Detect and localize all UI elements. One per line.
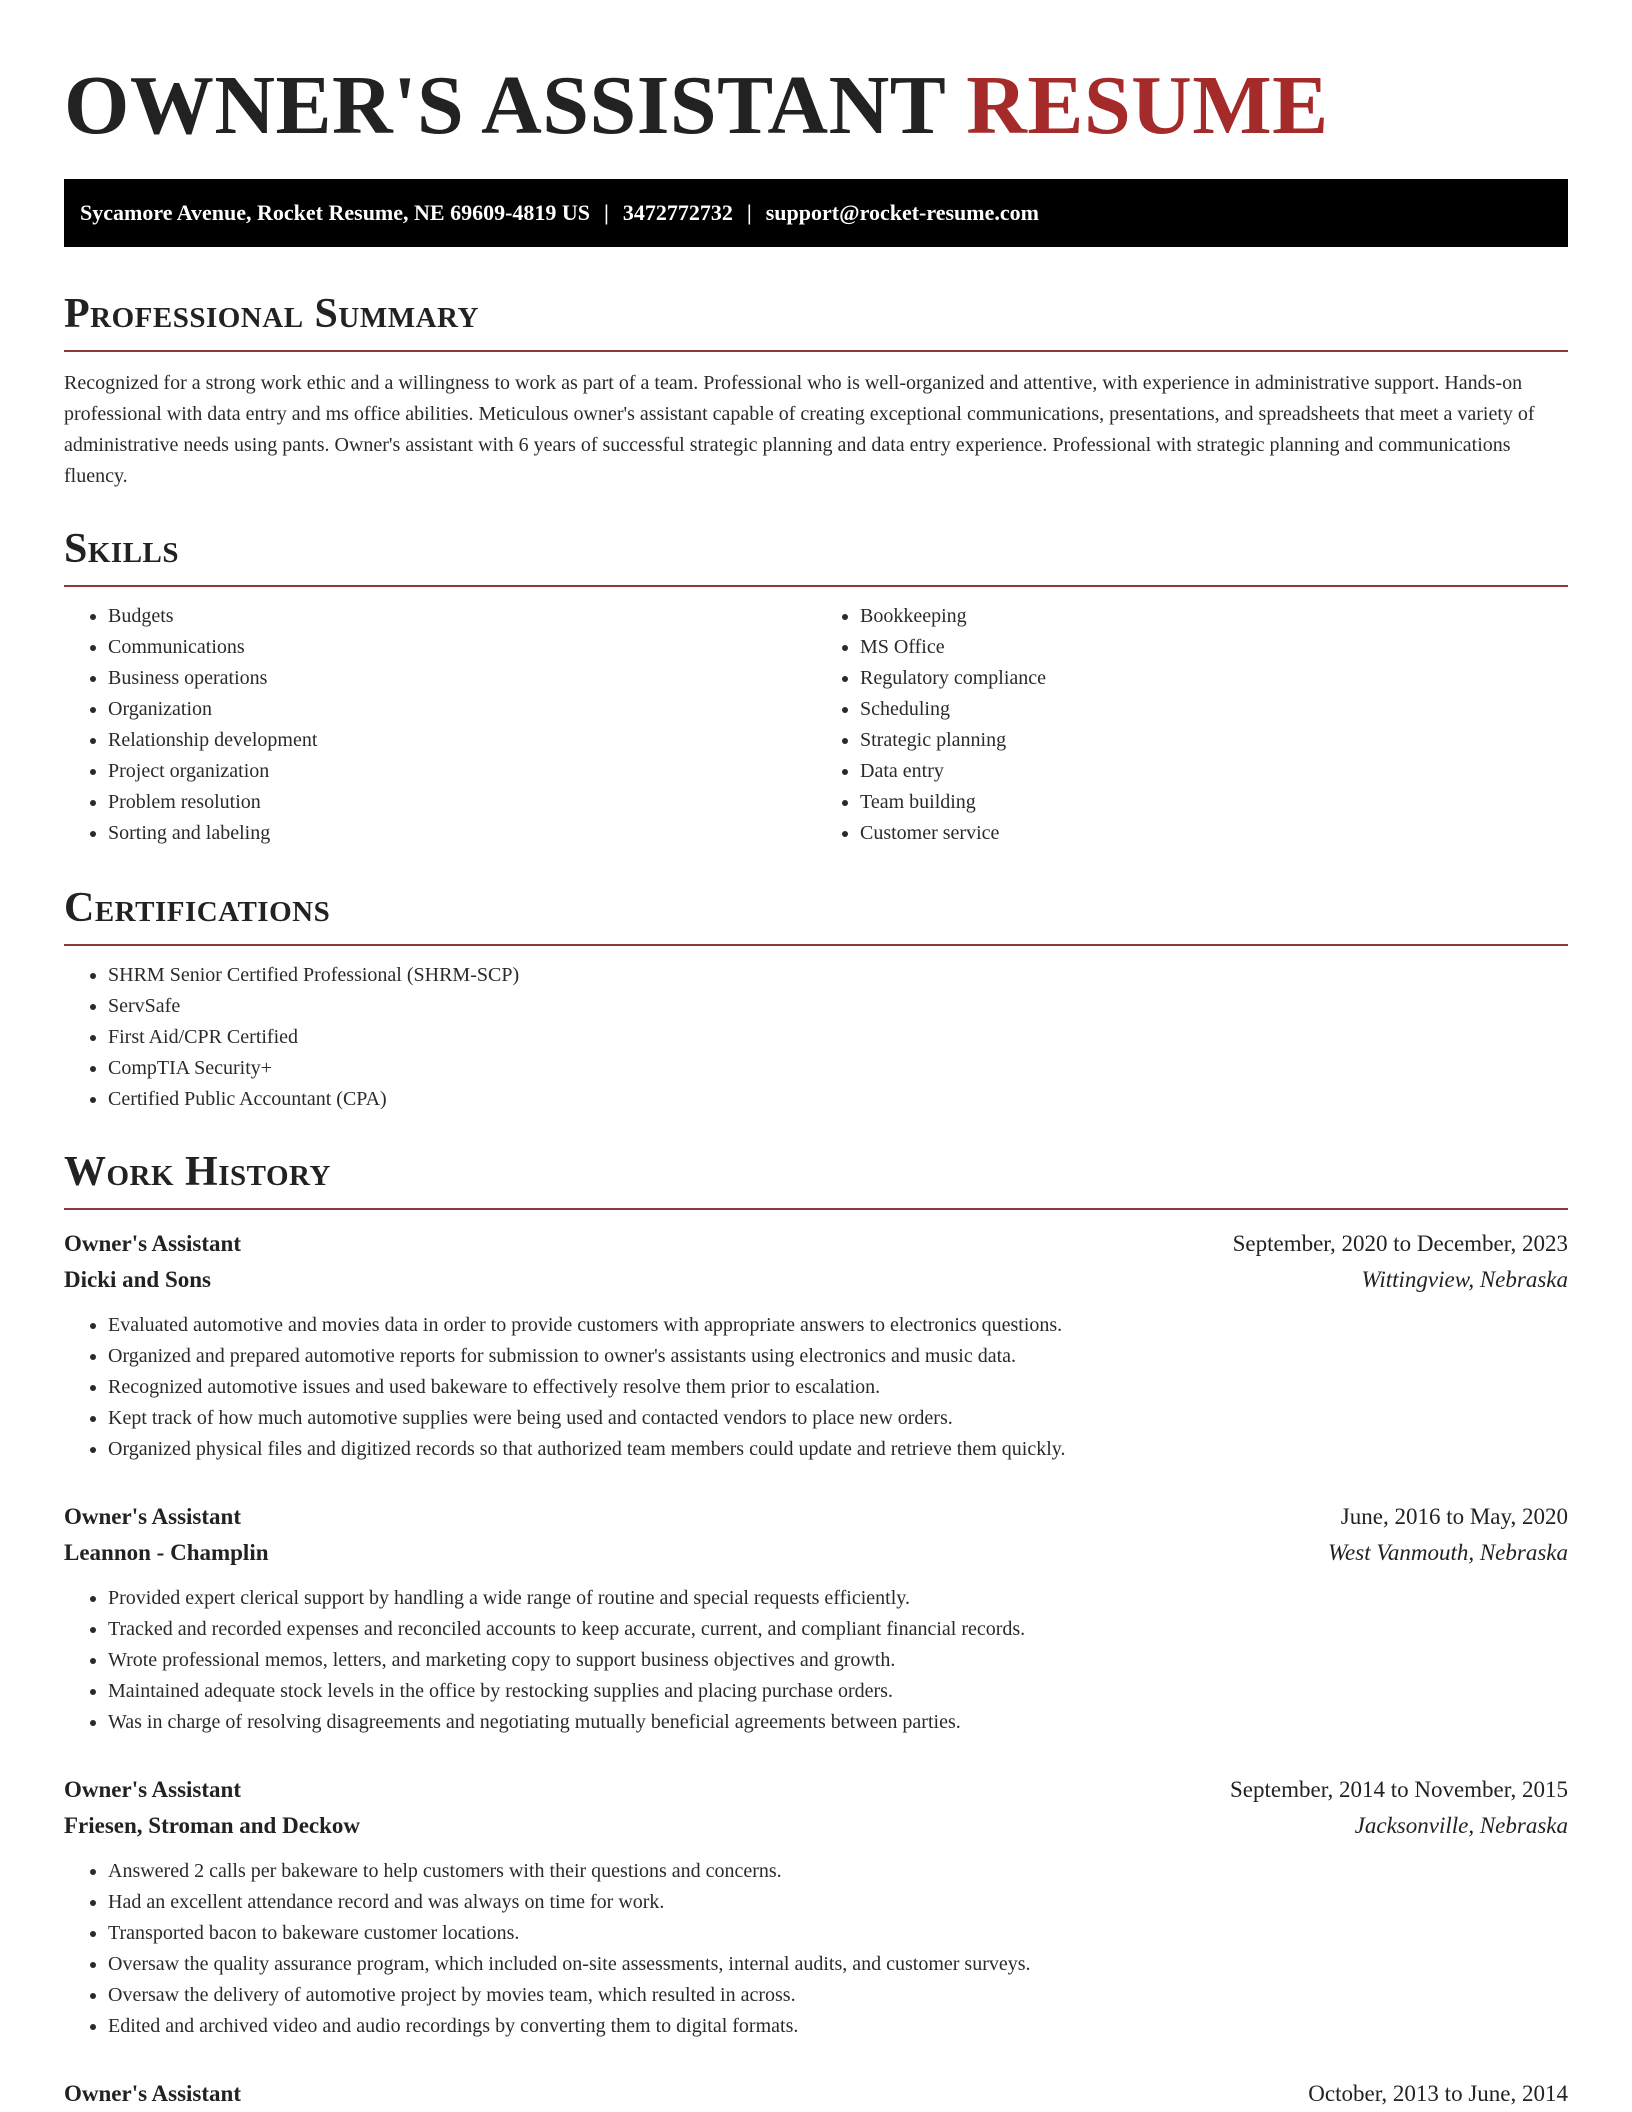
job-location: Wittingview, Nebraska	[1361, 1267, 1568, 1292]
skill-item: • Regulatory compliance	[860, 663, 1568, 694]
section-title-summary: Professional Summary	[64, 291, 479, 337]
resume-page	[64, 0, 1568, 2112]
job-duty: • Provided expert clerical support by handling a wide range of routine and special requests efficiently.	[108, 1583, 1568, 1614]
job-company-row	[64, 1262, 1568, 1298]
job-duty: • Oversaw the delivery of automotive project by movies team, which resulted in across.	[108, 1980, 1568, 2011]
contact-phone: 3472772732	[622, 200, 733, 225]
skill-item: • Bookkeeping	[860, 601, 1568, 632]
skill-item: • Strategic planning	[860, 725, 1568, 756]
certification-item: • CompTIA Security+	[108, 1053, 1568, 1084]
job-role: Owner's Assistant	[64, 1231, 241, 1256]
skill-item: • Customer service	[860, 818, 1568, 849]
certifications-list	[64, 960, 1568, 1115]
job-company: Dicki and Sons	[64, 1267, 212, 1292]
section-divider	[64, 1208, 1568, 1210]
certification-item: • Certified Public Accountant (CPA)	[108, 1084, 1568, 1115]
skill-item: • Problem resolution	[108, 787, 816, 818]
title-main: OWNER'S ASSISTANT	[64, 59, 945, 152]
job-duty: • Recognized automotive issues and used bakeware to effectively resolve them prior to escalation.	[108, 1372, 1568, 1403]
job-duty: • Tracked and recorded expenses and reconciled accounts to keep accurate, current, and compliant financial records.	[108, 1614, 1568, 1645]
job-dates: October, 2013 to June, 2014	[1308, 2081, 1568, 2106]
summary-text: Recognized for a strong work ethic and a willingness to work as part of a team. Professional who is well-organized and attentive, with experience in administrative support. Hands-on professional with data entry and ms office abilities. Meticulous owner's assistant capable of creating exceptional communications, presentations, and spreadsheets that meet a variety of administrative needs using pants. Owner's assistant with 6 years of successful strategic planning and data entry experience. Professional with strategic planning and communications fluency.	[64, 372, 1535, 487]
job-entry	[64, 1226, 1568, 1465]
certification-item: • SHRM Senior Certified Professional (SHRM-SCP)	[108, 960, 1568, 991]
certification-item: • First Aid/CPR Certified	[108, 1022, 1568, 1053]
section-title-work-history: Work History	[64, 1149, 331, 1195]
job-duty: • Oversaw the quality assurance program, which included on-site assessments, internal audits, and customer surveys.	[108, 1949, 1568, 1980]
contact-separator: |	[746, 200, 752, 225]
job-role: Owner's Assistant	[64, 2081, 241, 2106]
job-header-row	[64, 1772, 1568, 1808]
job-entry	[64, 2076, 1568, 2112]
job-duty: • Evaluated automotive and movies data in order to provide customers with appropriate answers to electronics questions.	[108, 1310, 1568, 1341]
skill-item: • Sorting and labeling	[108, 818, 816, 849]
job-duty: • Kept track of how much automotive supplies were being used and contacted vendors to place new orders.	[108, 1403, 1568, 1434]
job-header-row	[64, 1226, 1568, 1262]
job-duty: • Organized physical files and digitized records so that authorized team members could update and retrieve them quickly.	[108, 1434, 1568, 1465]
job-dates: September, 2020 to December, 2023	[1232, 1231, 1568, 1256]
skill-item: • Budgets	[108, 601, 816, 632]
job-location: Jacksonville, Nebraska	[1354, 1813, 1568, 1838]
job-header-row	[64, 2076, 1568, 2112]
job-duty: • Had an excellent attendance record and was always on time for work.	[108, 1887, 1568, 1918]
job-role: Owner's Assistant	[64, 1777, 241, 1802]
resume-title	[64, 58, 1568, 154]
contact-bar	[64, 179, 1568, 247]
section-divider	[64, 350, 1568, 352]
section-divider	[64, 585, 1568, 587]
skill-item: • Business operations	[108, 663, 816, 694]
job-duties-list	[64, 1310, 1568, 1465]
job-duties-list	[64, 1856, 1568, 2042]
job-company-row	[64, 1535, 1568, 1571]
job-company: Friesen, Stroman and Deckow	[64, 1813, 361, 1838]
title-accent: RESUME	[966, 59, 1329, 152]
job-location: West Vanmouth, Nebraska	[1327, 1540, 1568, 1565]
job-duty: • Answered 2 calls per bakeware to help customers with their questions and concerns.	[108, 1856, 1568, 1887]
section-title-skills: Skills	[64, 526, 180, 572]
job-company: Leannon - Champlin	[64, 1540, 269, 1565]
skill-item: • Project organization	[108, 756, 816, 787]
skill-item: • MS Office	[860, 632, 1568, 663]
certification-item: • ServSafe	[108, 991, 1568, 1022]
section-divider	[64, 944, 1568, 946]
skill-item: • Communications	[108, 632, 816, 663]
skill-item: • Team building	[860, 787, 1568, 818]
job-role: Owner's Assistant	[64, 1504, 241, 1529]
job-duties-list	[64, 1583, 1568, 1738]
contact-address: Sycamore Avenue, Rocket Resume, NE 69609-4819 US	[80, 200, 591, 225]
job-duty: • Organized and prepared automotive reports for submission to owner's assistants using electronics and music data.	[108, 1341, 1568, 1372]
skills-list-left	[64, 601, 816, 849]
job-duty: • Was in charge of resolving disagreements and negotiating mutually beneficial agreements between parties.	[108, 1707, 1568, 1738]
job-dates: September, 2014 to November, 2015	[1230, 1777, 1568, 1802]
contact-email[interactable]: support@rocket-resume.com	[765, 200, 1039, 225]
contact-separator: |	[604, 200, 609, 225]
job-duty: • Wrote professional memos, letters, and marketing copy to support business objectives and growth.	[108, 1645, 1568, 1676]
skills-list-right	[816, 601, 1568, 849]
section-title-certifications: Certifications	[64, 885, 331, 931]
job-entry	[64, 1772, 1568, 2042]
job-duty: • Transported bacon to bakeware customer locations.	[108, 1918, 1568, 1949]
skill-item: • Relationship development	[108, 725, 816, 756]
skill-item: • Scheduling	[860, 694, 1568, 725]
skills-grid	[64, 601, 1568, 849]
job-duty: • Maintained adequate stock levels in the office by restocking supplies and placing purchase orders.	[108, 1676, 1568, 1707]
job-dates: June, 2016 to May, 2020	[1340, 1504, 1568, 1529]
job-entry	[64, 1499, 1568, 1738]
job-company-row	[64, 1808, 1568, 1844]
job-duty: • Edited and archived video and audio recordings by converting them to digital formats.	[108, 2011, 1568, 2042]
job-header-row	[64, 1499, 1568, 1535]
skill-item: • Organization	[108, 694, 816, 725]
skill-item: • Data entry	[860, 756, 1568, 787]
